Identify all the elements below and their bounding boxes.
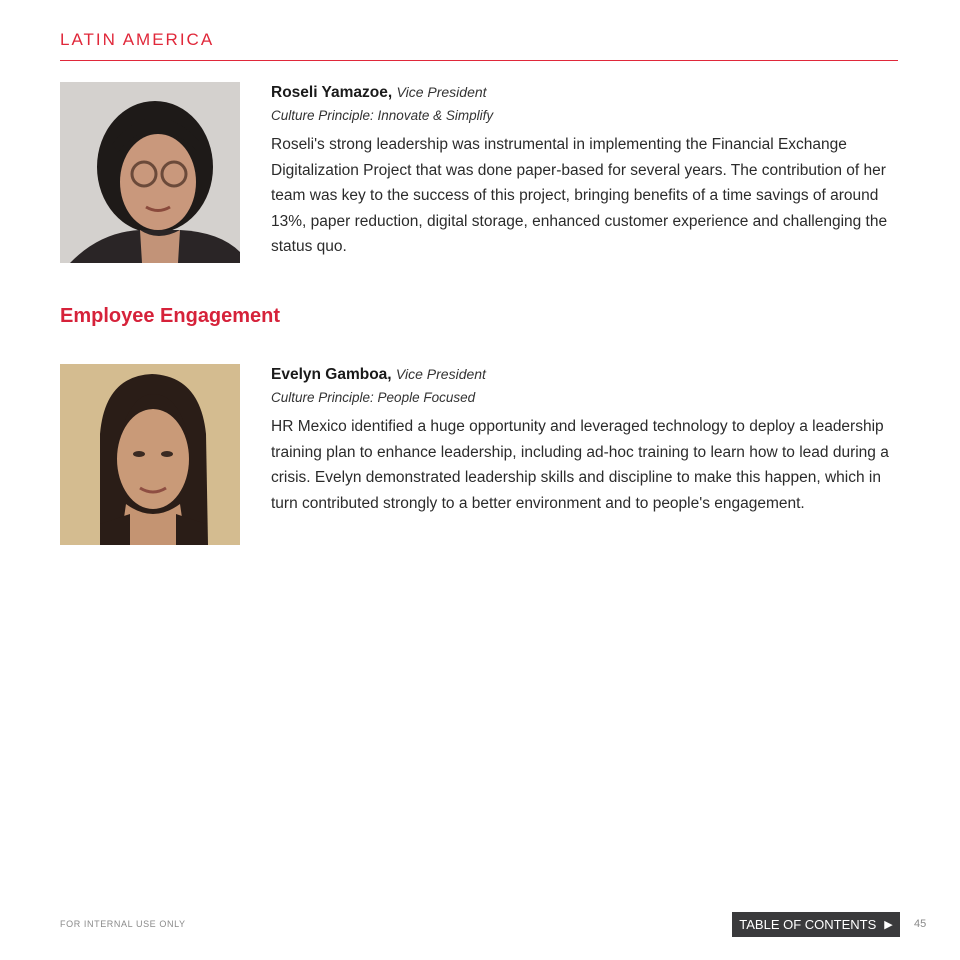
person-role: Vice President (395, 366, 486, 382)
portrait-photo-1 (60, 82, 240, 263)
person-role: Vice President (396, 84, 487, 100)
confidentiality-label: FOR INTERNAL USE ONLY (60, 919, 186, 929)
recognition-entry-2 (271, 363, 901, 516)
toc-label: TABLE OF CONTENTS (739, 917, 877, 932)
page-number: 45 (914, 918, 927, 930)
entry-description: HR Mexico identified a huge opportunity and leveraged technology to deploy a leadership training plan to enhance leadership, including ad-hoc training to learn how to lead during a crisis. Evelyn demonstrated leadership skills and discipline to make this happen, which in turn contributed strongly to a better environment and to people's engagement. (271, 418, 889, 512)
portrait-photo-2 (60, 364, 240, 545)
name-line (271, 81, 901, 104)
category-heading: Employee Engagement (60, 305, 281, 327)
table-of-contents-button[interactable] (732, 912, 900, 937)
entry-description: Roseli's strong leadership was instrumental in implementing the Financial Exchange Digitalization Project that was done paper-based for several years. The contribution of her team was key to the success of this project, bringing benefits of a time savings of around 13%, paper reduction, digital storage, enhanced customer experience and challenging the status quo. (271, 136, 888, 255)
section-label: LATIN AMERICA (60, 30, 215, 49)
name-line (271, 363, 901, 386)
section-divider (60, 60, 898, 61)
person-name: Roseli Yamazoe, (271, 84, 393, 101)
recognition-entry-1 (271, 81, 901, 260)
culture-principle: Culture Principle: Innovate & Simplify (271, 108, 494, 123)
culture-principle: Culture Principle: People Focused (271, 390, 476, 405)
play-arrow-icon: ▶ (884, 919, 893, 931)
person-name: Evelyn Gamboa, (271, 366, 392, 383)
